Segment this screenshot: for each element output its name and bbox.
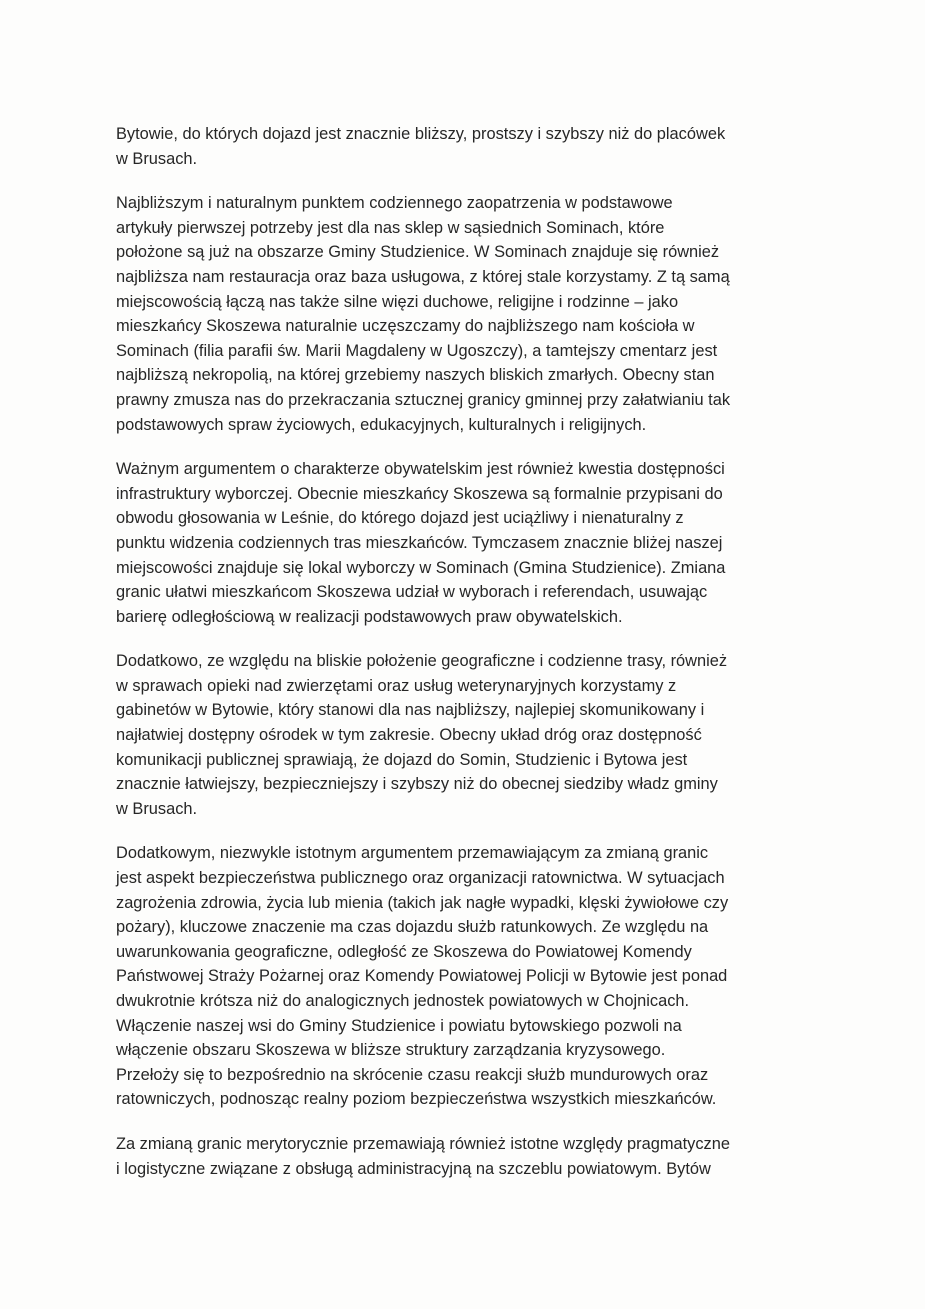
paragraph: [116, 841, 828, 1112]
text-line: zagrożenia zdrowia, życia lub mienia (takich jak nagłe wypadki, klęski żywiołowe czy: [116, 893, 729, 912]
text-line: granic ułatwi mieszkańcom Skoszewa udział w wyborach i referendach, usuwając: [116, 583, 708, 602]
text-line: barierę odległościową w realizacji podstawowych praw obywatelskich.: [116, 607, 623, 626]
text-line: podstawowych spraw życiowych, edukacyjnych, kulturalnych i religijnych.: [116, 415, 647, 434]
text-line: najbliższa nam restauracja oraz baza usługowa, z której stale korzystamy. Z tą samą: [116, 267, 730, 286]
text-line: gabinetów w Bytowie, który stanowi dla nas najbliższy, najlepiej skomunikowany i: [116, 701, 705, 720]
text-line: miejscowości znajduje się lokal wyborczy w Sominach (Gmina Studzienice). Zmiana: [116, 558, 726, 577]
text-line: komunikacji publicznej sprawiają, że dojazd do Somin, Studzienic i Bytowa jest: [116, 750, 688, 769]
text-line: dwukrotnie krótsza niż do analogicznych jednostek powiatowych w Chojnicach.: [116, 992, 690, 1010]
text-line: najłatwiej dostępny ośrodek w tym zakresie. Obecny układ dróg oraz dostępność: [116, 726, 702, 745]
text-line: Sominach (filia parafii św. Marii Magdaleny w Ugoszczy), a tamtejszy cmentarz jest: [116, 341, 718, 360]
text-line: w Brusach.: [116, 149, 198, 168]
text-line: Najbliższym i naturalnym punktem codziennego zaopatrzenia w podstawowe: [116, 194, 673, 213]
text-line: w sprawach opieki nad zwierzętami oraz usług weterynaryjnych korzystamy z: [116, 676, 677, 695]
text-line: najbliższą nekropolią, na której grzebiemy naszych bliskich zmarłych. Obecny stan: [116, 366, 715, 385]
text-line: położone są już na obszarze Gminy Studzienice. W Sominach znajduje się również: [116, 243, 720, 262]
text-line: znacznie łatwiejszy, bezpieczniejszy i szybszy niż do obecnej siedziby władz gminy: [116, 775, 718, 794]
text-line: włączenie obszaru Skoszewa w bliższe struktury zarządzania kryzysowego.: [116, 1041, 666, 1060]
document-body: [116, 122, 828, 1201]
text-line: obwodu głosowania w Leśnie, do którego dojazd jest uciążliwy i nienaturalny z: [116, 509, 684, 528]
text-line: infrastruktury wyborczej. Obecnie mieszkańcy Skoszewa są formalnie przypisani do: [116, 484, 723, 503]
text-line: mieszkańcy Skoszewa naturalnie uczęszczamy do najbliższego nam kościoła w: [116, 317, 695, 336]
text-line: Włączenie naszej wsi do Gminy Studzienice i powiatu bytowskiego pozwoli na: [116, 1016, 682, 1035]
text-line: i logistyczne związane z obsługą administracyjną na szczeblu powiatowym. Bytów: [116, 1159, 711, 1178]
text-line: Państwowej Straży Pożarnej oraz Komendy Powiatowej Policji w Bytowie jest ponad: [116, 967, 728, 986]
text-line: pożary), kluczowe znaczenie ma czas dojazdu służb ratunkowych. Ze względu na: [116, 918, 709, 937]
text-line: artykuły pierwszej potrzeby jest dla nas sklep w sąsiednich Sominach, które: [116, 218, 665, 237]
text-line: jest aspekt bezpieczeństwa publicznego oraz organizacji ratownictwa. W sytuacjach: [116, 869, 725, 888]
text-line: Ważnym argumentem o charakterze obywatelskim jest również kwestia dostępności: [116, 460, 725, 479]
text-line: Bytowie, do których dojazd jest znacznie bliższy, prostszy i szybszy niż do placówek: [116, 125, 726, 143]
paragraph: [116, 191, 828, 437]
paragraph: [116, 1132, 828, 1181]
text-line: w Brusach.: [116, 799, 198, 818]
paragraph: [116, 649, 828, 821]
text-line: Przełoży się to bezpośrednio na skrócenie czasu reakcji służb mundurowych oraz: [116, 1065, 709, 1084]
text-line: punktu widzenia codziennych tras mieszkańców. Tymczasem znacznie bliżej naszej: [116, 533, 723, 552]
text-line: prawny zmusza nas do przekraczania sztucznej granicy gminnej przy załatwianiu tak: [116, 390, 731, 409]
paragraph: [116, 457, 828, 629]
text-line: Dodatkowo, ze względu na bliskie położenie geograficzne i codzienne trasy, również: [116, 652, 728, 671]
text-line: Dodatkowym, niezwykle istotnym argumentem przemawiającym za zmianą granic: [116, 844, 709, 863]
text-line: Za zmianą granic merytorycznie przemawiają również istotne względy pragmatyczne: [116, 1134, 730, 1153]
text-line: miejscowością łączą nas także silne więzi duchowe, religijne i rodzinne – jako: [116, 292, 679, 311]
text-line: ratowniczych, podnosząc realny poziom bezpieczeństwa wszystkich mieszkańców.: [116, 1090, 717, 1109]
text-line: uwarunkowania geograficzne, odległość ze Skoszewa do Powiatowej Komendy: [116, 942, 692, 961]
paragraph: [116, 122, 828, 171]
